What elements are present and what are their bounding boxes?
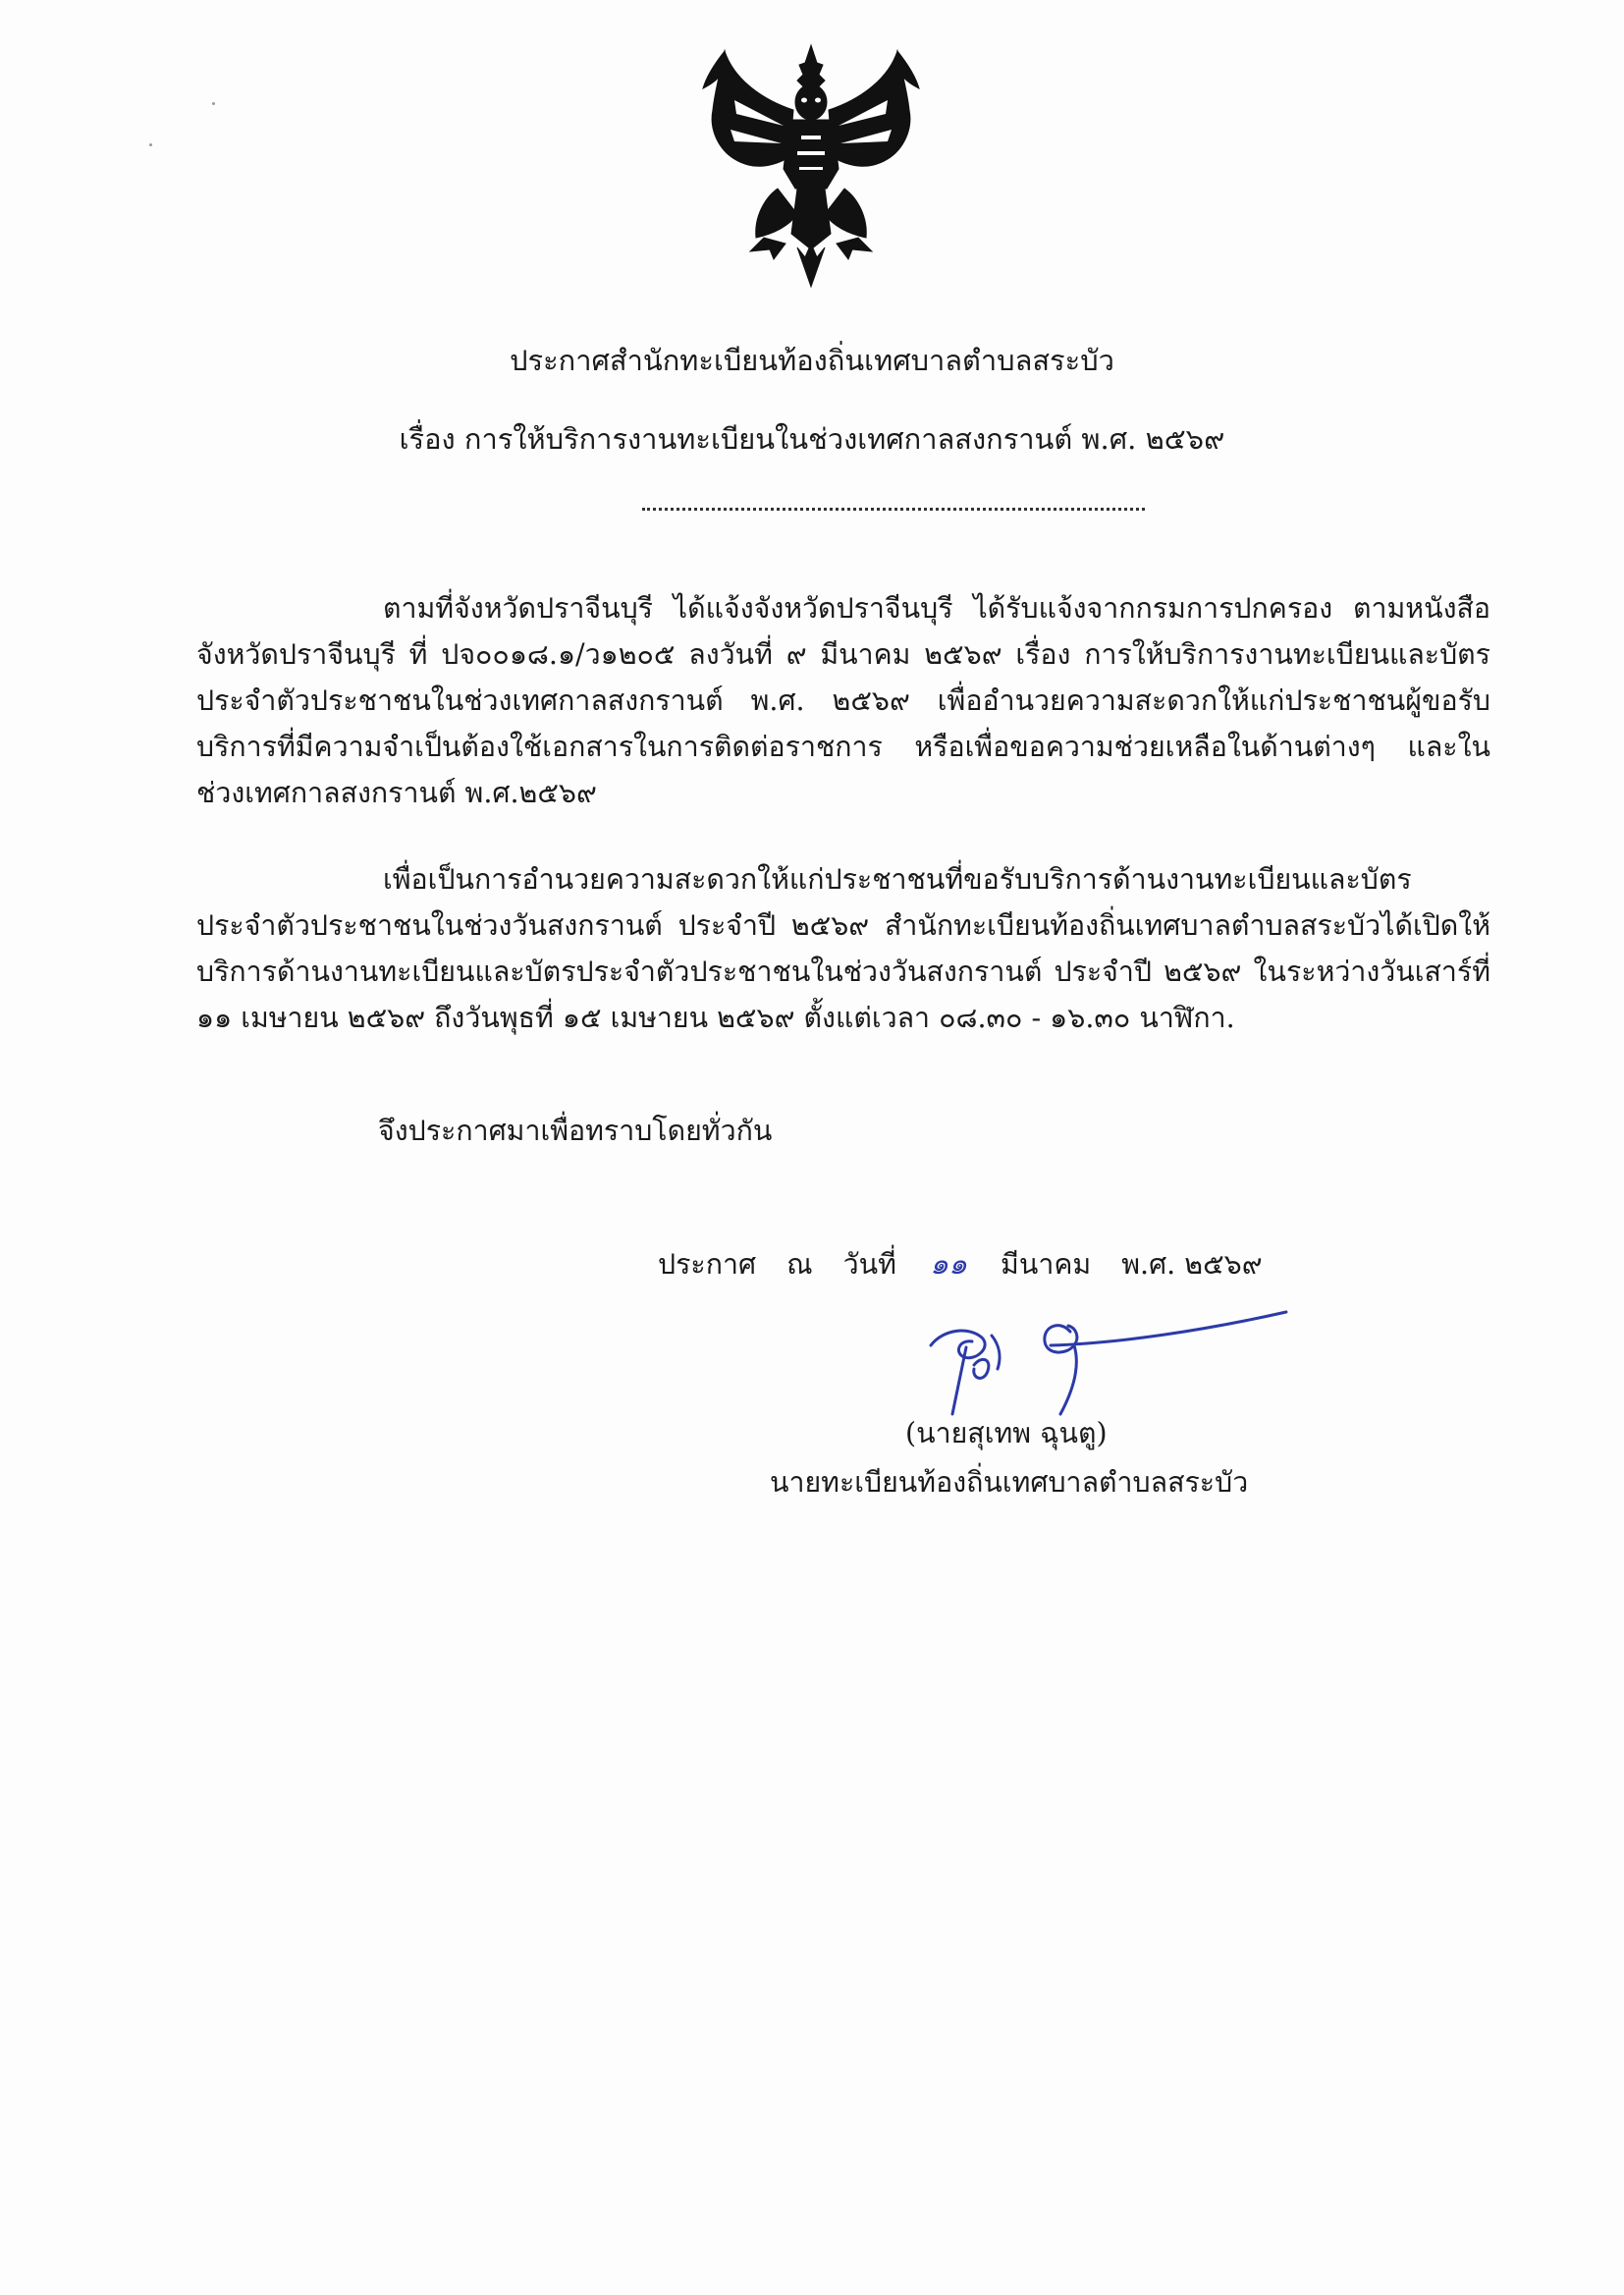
- paragraph-1-text: ตามที่จังหวัดปราจีนบุรี ได้แจ้งจังหวัดปราจีนบุรี ได้รับแจ้งจากกรมการปกครอง ตามหนังสือจังหวัดปราจีนบุรี ที่ ปจ๐๐๑๘.๑/ว๑๒๐๕ ลงวันที่ ๙ มีนาคม ๒๕๖๙ เรื่อง การให้บริการงานทะเบียนและบัตรประจำตัวประชาชนในช่วงเทศกาลสงกรานต์ พ.ศ. ๒๕๖๙ เพื่ออำนวยความสะดวกให้แก่ประชาชนผู้ขอรับบริการที่มีความจำเป็นต้องใช้เอกสารในการติดต่อราชการ หรือเพื่อขอความช่วยเหลือในด้านต่างๆ และในช่วงเทศกาลสงกรานต์ พ.ศ.๒๕๖๙: [196, 592, 1490, 809]
- garuda-emblem-icon: [695, 41, 927, 293]
- announcement-date-line: [658, 1245, 1284, 1284]
- scan-speck: [149, 143, 152, 146]
- date-year: พ.ศ. ๒๕๖๙: [1121, 1248, 1263, 1281]
- announcement-title: ประกาศสำนักทะเบียนท้องถิ่นเทศบาลตำบลสระบัว: [510, 344, 1114, 377]
- signer-position: นายทะเบียนท้องถิ่นเทศบาลตำบลสระบัว: [770, 1466, 1249, 1499]
- date-at-label: ณ: [786, 1248, 813, 1281]
- date-announce-label: ประกาศ: [658, 1248, 757, 1281]
- dotted-separator: [642, 508, 1145, 511]
- announcement-subject: เรื่อง การให้บริการงานทะเบียนในช่วงเทศกาลสงกรานต์ พ.ศ. ๒๕๖๙: [399, 422, 1225, 456]
- handwritten-day: ๑๑: [929, 1247, 968, 1282]
- date-month: มีนาคม: [1001, 1248, 1092, 1281]
- scan-speck: [212, 102, 215, 105]
- signer-name: (นายสุเทพ ฉุนตู): [905, 1417, 1108, 1449]
- closing-statement: จึงประกาศมาเพื่อทราบโดยทั่วกัน: [378, 1115, 773, 1147]
- body-paragraph-2: [196, 856, 1490, 1041]
- handwritten-signature: [913, 1306, 1296, 1424]
- paragraph-2-text: เพื่อเป็นการอำนวยความสะดวกให้แก่ประชาชนที่ขอรับบริการด้านงานทะเบียนและบัตรประจำตัวประชาชนในช่วงวันสงกรานต์ ประจำปี ๒๕๖๙ สำนักทะเบียนท้องถิ่นเทศบาลตำบลสระบัวได้เปิดให้บริการด้านงานทะเบียนและบัตรประจำตัวประชาชนในช่วงวันสงกรานต์ ประจำปี ๒๕๖๙ ในระหว่างวันเสาร์ที่ ๑๑ เมษายน ๒๕๖๙ ถึงวันพุธที่ ๑๕ เมษายน ๒๕๖๙ ตั้งแต่เวลา ๐๘.๓๐ - ๑๖.๓๐ นาฬิกา.: [196, 863, 1490, 1034]
- date-day-label: วันที่: [842, 1248, 896, 1281]
- body-paragraph-1: [196, 585, 1490, 816]
